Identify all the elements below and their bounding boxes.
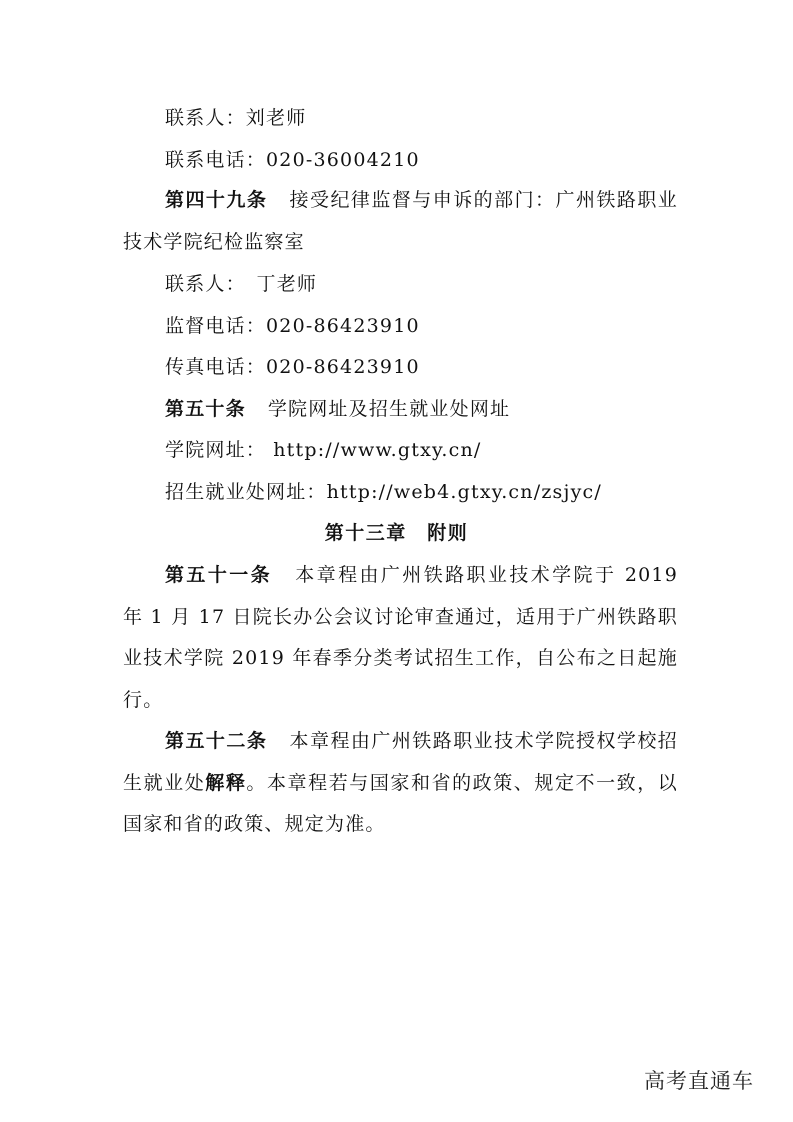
article-52 bbox=[123, 721, 678, 846]
article-49-text: 接受纪律监督与申诉的部门：广州铁路职业技术学院纪检监察室 bbox=[123, 189, 678, 253]
article-50-label: 第五十条 bbox=[165, 398, 246, 420]
article-52-text-a: 本章程由广州铁路职业技术学院授权学校招生就业处 bbox=[123, 730, 678, 794]
article-49-label: 第四十九条 bbox=[165, 189, 268, 211]
contact-person-ding: 联系人： 丁老师 bbox=[165, 273, 318, 295]
article-52-text-bold: 解释 bbox=[205, 771, 247, 794]
fax-phone: 传真电话：020-86423910 bbox=[165, 356, 420, 378]
article-52-text-b: 。本章程若与国家和省的政策、规定不一致，以国家和省的政策、规定为准。 bbox=[123, 771, 678, 835]
article-49 bbox=[123, 180, 678, 263]
article-50 bbox=[165, 397, 510, 421]
article-51-label: 第五十一条 bbox=[165, 564, 273, 586]
article-51-text: 本章程由广州铁路职业技术学院于 2019 年 1 月 17 日院长办公会议讨论审查通过，适用于广州铁路职业技术学院 2019 年春季分类考试招生工作，自公布之日起施行。 bbox=[123, 564, 678, 711]
college-url: 学院网址： http://www.gtxy.cn/ bbox=[165, 439, 482, 461]
supervision-phone: 监督电话：020-86423910 bbox=[165, 315, 420, 337]
admissions-office-url: 招生就业处网址：http://web4.gtxy.cn/zsjyc/ bbox=[165, 481, 602, 503]
contact-phone: 联系电话：020-36004210 bbox=[165, 149, 420, 171]
watermark-logo-text: 高考直通车 bbox=[644, 1069, 754, 1093]
article-51 bbox=[123, 555, 678, 721]
contact-person-liu: 联系人：刘老师 bbox=[165, 107, 307, 129]
chapter-13-heading: 第十三章 附则 bbox=[324, 522, 469, 544]
article-52-label: 第五十二条 bbox=[165, 730, 268, 752]
article-50-text: 学院网址及招生就业处网址 bbox=[267, 398, 511, 420]
